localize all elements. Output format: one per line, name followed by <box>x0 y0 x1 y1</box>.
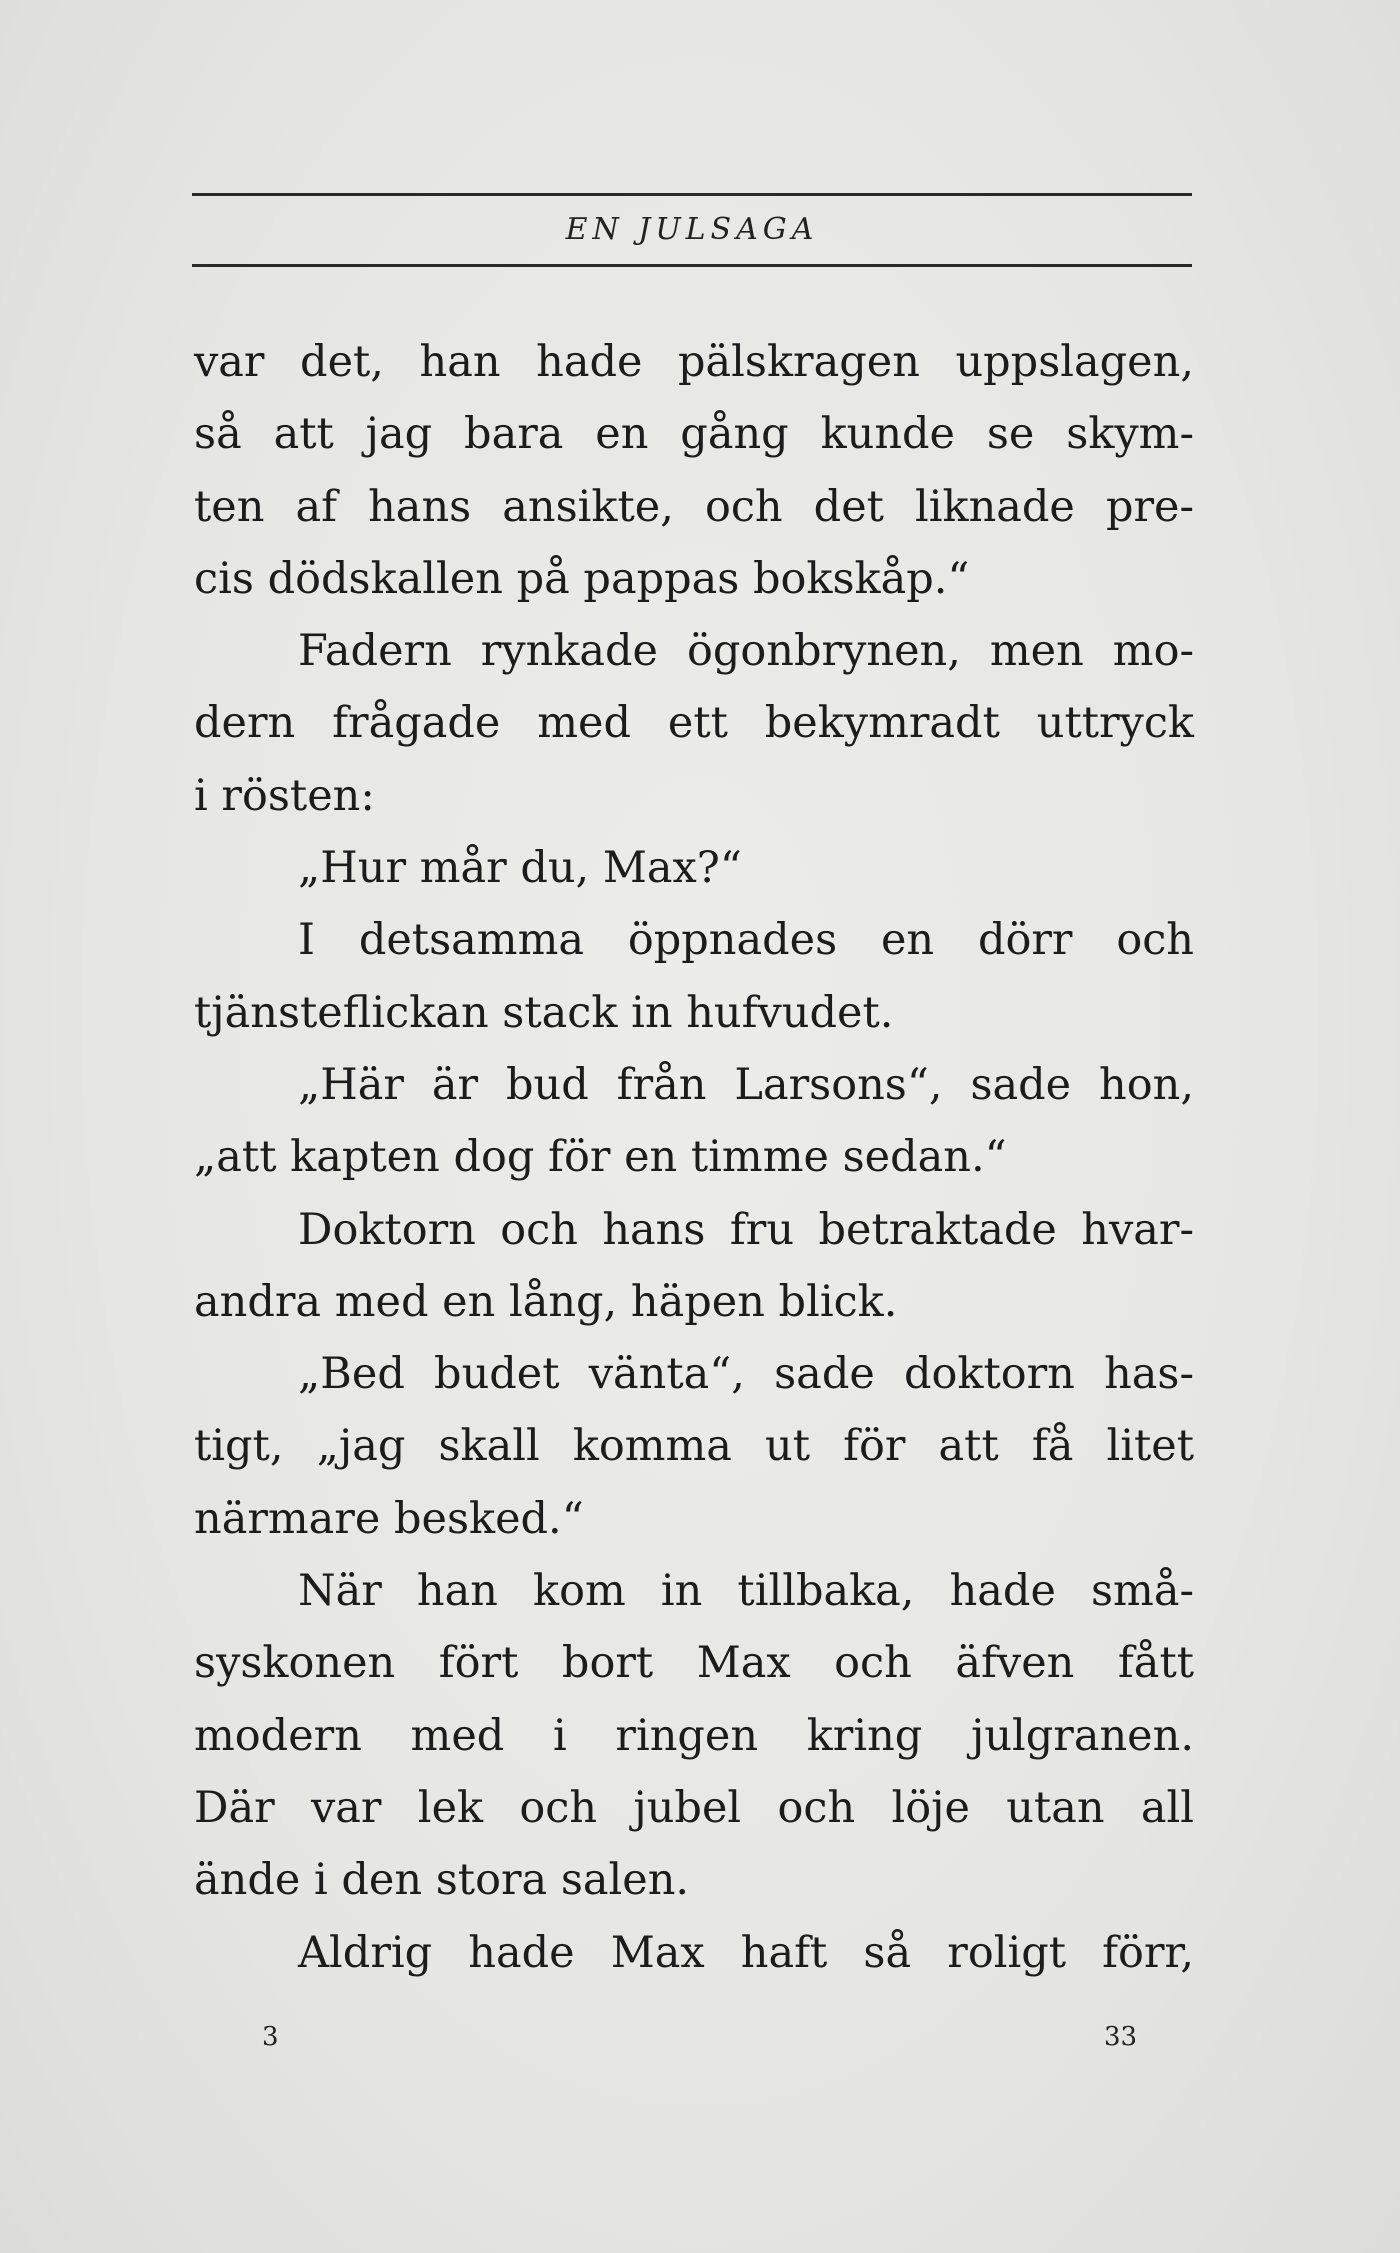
text-line: dern frågade med ett bekymradt uttryck <box>194 698 1194 749</box>
header-rule-bottom <box>192 264 1192 267</box>
running-title: EN JULSAGA <box>565 212 819 247</box>
page-number: 33 <box>1104 2022 1138 2052</box>
text-line: så att jag bara en gång kunde se skym- <box>194 409 1194 460</box>
text-line: ände i den stora salen. <box>194 1855 690 1906</box>
text-line: Doktorn och hans fru betraktade hvar- <box>298 1204 1194 1255</box>
text-line: syskonen fört bort Max och äfven fått <box>194 1638 1194 1689</box>
text-line: cis dödskallen på pappas bokskåp.“ <box>194 553 970 604</box>
body-text <box>194 326 1194 1989</box>
text-line: Fadern rynkade ögonbrynen, men mo- <box>298 626 1194 677</box>
text-line: närmare besked.“ <box>194 1493 584 1544</box>
text-line: i rösten: <box>194 770 375 821</box>
text-line: ten af hans ansikte, och det liknade pre- <box>194 481 1194 532</box>
text-line: „att kapten dog för en timme sedan.“ <box>194 1132 1007 1183</box>
text-line: Där var lek och jubel och löje utan all <box>194 1782 1194 1833</box>
text-line: tigt, „jag skall komma ut för att få litet <box>194 1421 1194 1472</box>
text-line: När han kom in tillbaka, hade små- <box>298 1566 1194 1617</box>
text-line: „Hur mår du, Max?“ <box>298 843 742 894</box>
text-line: andra med en lång, häpen blick. <box>194 1276 898 1327</box>
text-line: „Här är bud från Larsons“, sade hon, <box>298 1059 1194 1110</box>
text-line: I detsamma öppnades en dörr och <box>298 915 1194 966</box>
text-line: tjänsteflickan stack in hufvudet. <box>194 987 894 1038</box>
text-line: var det, han hade pälskragen uppslagen, <box>194 337 1194 387</box>
text-line: modern med i ringen kring julgranen. <box>194 1710 1194 1761</box>
header-rule-top <box>192 193 1192 196</box>
text-line: Aldrig hade Max haft så roligt förr, <box>298 1927 1194 1978</box>
signature-mark: 3 <box>262 2022 279 2052</box>
text-line: „Bed budet vänta“, sade doktorn has- <box>298 1349 1194 1400</box>
